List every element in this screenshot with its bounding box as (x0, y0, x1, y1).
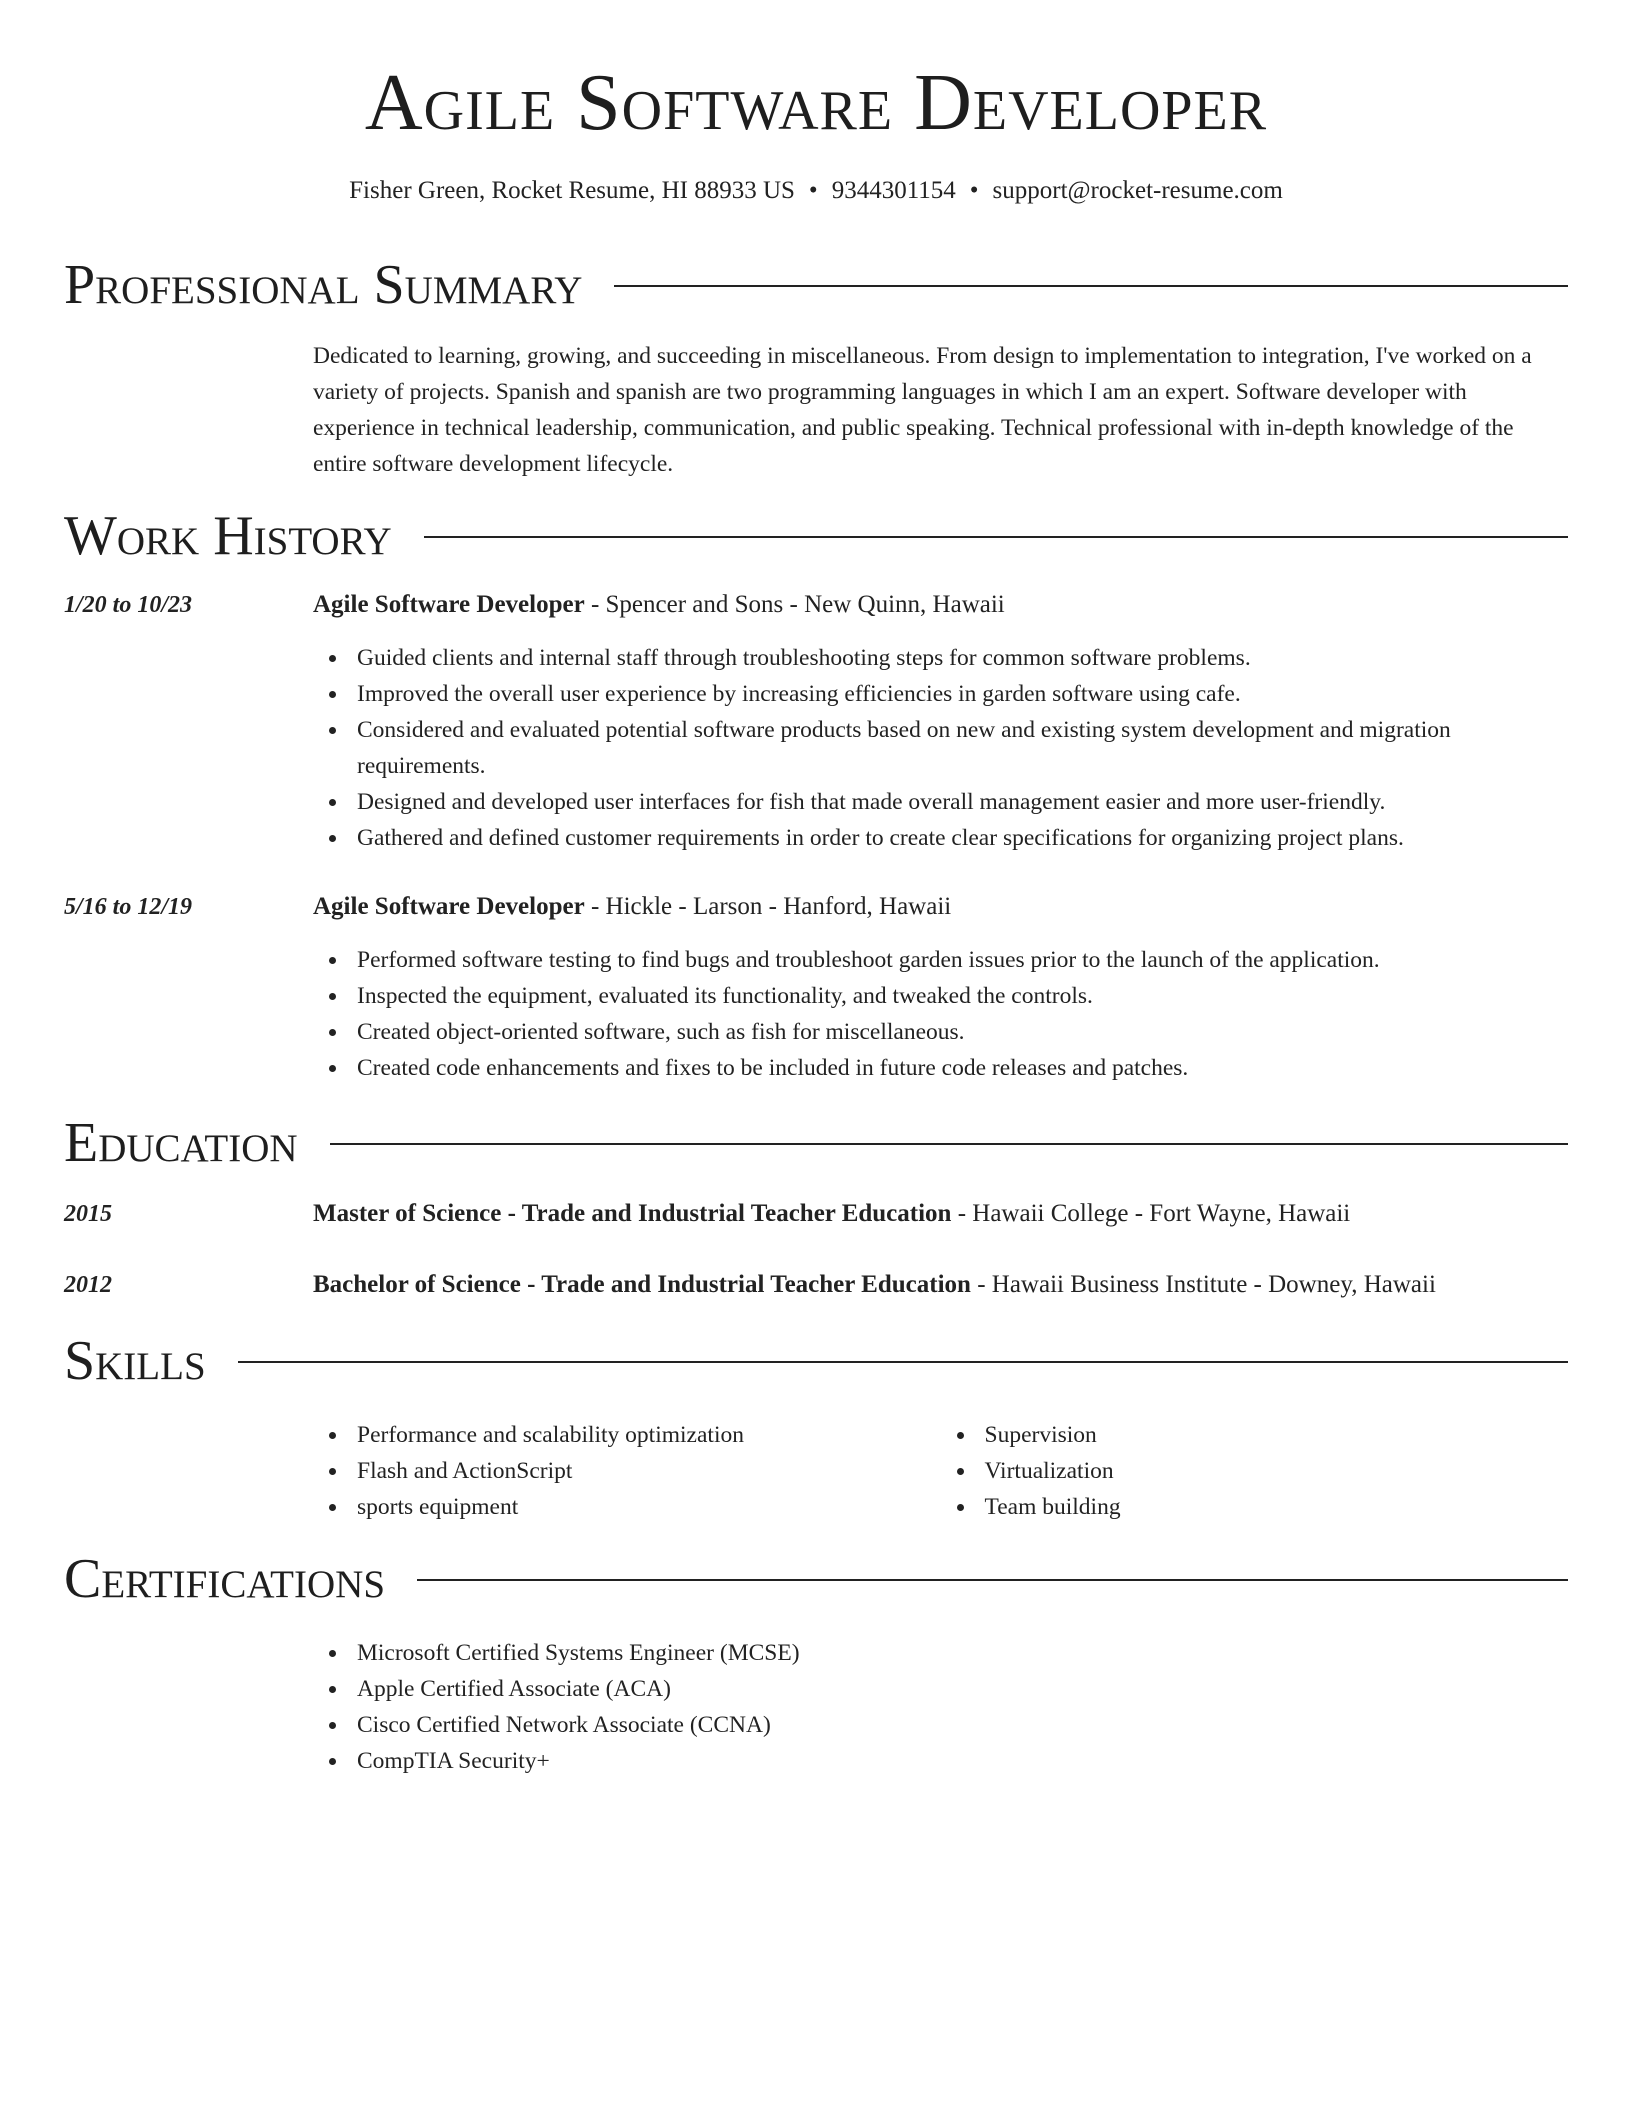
list-item: Virtualization (985, 1453, 1569, 1489)
job-bullets (313, 942, 1568, 1086)
summary-section-header (64, 255, 1568, 315)
school-details: - Hawaii Business Institute - Downey, Hawaii (970, 1271, 1436, 1298)
education-year: 2015 (64, 1201, 112, 1227)
list-item: Considered and evaluated potential software products based on new and existing system development and migration requirements. (357, 712, 1568, 784)
job-title: Agile Software Developer (313, 591, 585, 618)
section-divider (417, 1579, 1568, 1581)
certifications-list (313, 1635, 1568, 1779)
skills-list (313, 1417, 1568, 1525)
job-dates: 1/20 to 10/23 (64, 592, 193, 618)
contact-separator: • (808, 177, 818, 204)
list-item: Performance and scalability optimization (357, 1417, 941, 1453)
list-item: Performed software testing to find bugs and troubleshoot garden issues prior to the launch of the application. (357, 942, 1568, 978)
degree-title: Master of Science - Trade and Industrial Teacher Education (313, 1200, 952, 1227)
list-item: Inspected the equipment, evaluated its functionality, and tweaked the controls. (357, 978, 1568, 1014)
contact-line (0, 175, 1632, 207)
list-item: sports equipment (357, 1489, 941, 1525)
education-entry (313, 1268, 1568, 1302)
list-item: Created object-oriented software, such as fish for miscellaneous. (357, 1014, 1568, 1050)
list-item: Flash and ActionScript (357, 1453, 941, 1489)
section-divider (614, 285, 1568, 287)
certifications-section-header (64, 1549, 1568, 1609)
contact-phone: 9344301154 (831, 177, 956, 204)
list-item: Microsoft Certified Systems Engineer (MCSE) (357, 1635, 1568, 1671)
section-divider (424, 536, 1568, 538)
section-divider (330, 1143, 1568, 1145)
skills-column-right (941, 1417, 1569, 1525)
list-item: CompTIA Security+ (357, 1743, 1568, 1779)
list-item: Designed and developed user interfaces for fish that made overall management easier and more user-friendly. (357, 784, 1568, 820)
list-item: Improved the overall user experience by increasing efficiencies in garden software using cafe. (357, 676, 1568, 712)
job-heading (313, 588, 1568, 622)
skills-column-left (313, 1417, 941, 1525)
job-details: - Spencer and Sons - New Quinn, Hawaii (584, 591, 1005, 618)
contact-address: Fisher Green, Rocket Resume, HI 88933 US (349, 177, 795, 204)
education-section-header (64, 1113, 1568, 1173)
education-heading: Education (64, 1112, 298, 1174)
list-item: Gathered and defined customer requirements in order to create clear specifications for organizing project plans. (357, 820, 1568, 856)
job-details: - Hickle - Larson - Hanford, Hawaii (584, 893, 952, 920)
list-item: Supervision (985, 1417, 1569, 1453)
skills-section-header (64, 1331, 1568, 1391)
certifications-heading: Certifications (64, 1548, 386, 1610)
education-entry (313, 1197, 1568, 1231)
skills-heading: Skills (64, 1330, 206, 1392)
job-title: Agile Software Developer (313, 893, 585, 920)
summary-heading: Professional Summary (64, 254, 583, 316)
school-details: - Hawaii College - Fort Wayne, Hawaii (951, 1200, 1351, 1227)
list-item: Guided clients and internal staff through troubleshooting steps for common software problems. (357, 640, 1568, 676)
contact-separator: • (969, 177, 979, 204)
degree-title: Bachelor of Science - Trade and Industrial Teacher Education (313, 1271, 971, 1298)
education-year: 2012 (64, 1272, 112, 1298)
resume-title: Agile Software Developer (364, 59, 1268, 147)
job-dates: 5/16 to 12/19 (64, 894, 193, 920)
job-heading (313, 890, 1568, 924)
work-history-heading: Work History (64, 505, 392, 567)
section-divider (238, 1361, 1568, 1363)
list-item: Apple Certified Associate (ACA) (357, 1671, 1568, 1707)
contact-email: support@rocket-resume.com (992, 177, 1283, 204)
list-item: Cisco Certified Network Associate (CCNA) (357, 1707, 1568, 1743)
job-bullets (313, 640, 1568, 856)
summary-text: Dedicated to learning, growing, and succeeding in miscellaneous. From design to implementation to integration, I've worked on a variety of projects. Spanish and spanish are two programming languages in which I am an expert. Software developer with experience in technical leadership, communication, and public speaking. Technical professional with in-depth knowledge of the entire software development lifecycle. (313, 343, 1532, 477)
list-item: Team building (985, 1489, 1569, 1525)
list-item: Created code enhancements and fixes to be included in future code releases and patches. (357, 1050, 1568, 1086)
work-history-section-header (64, 506, 1568, 566)
